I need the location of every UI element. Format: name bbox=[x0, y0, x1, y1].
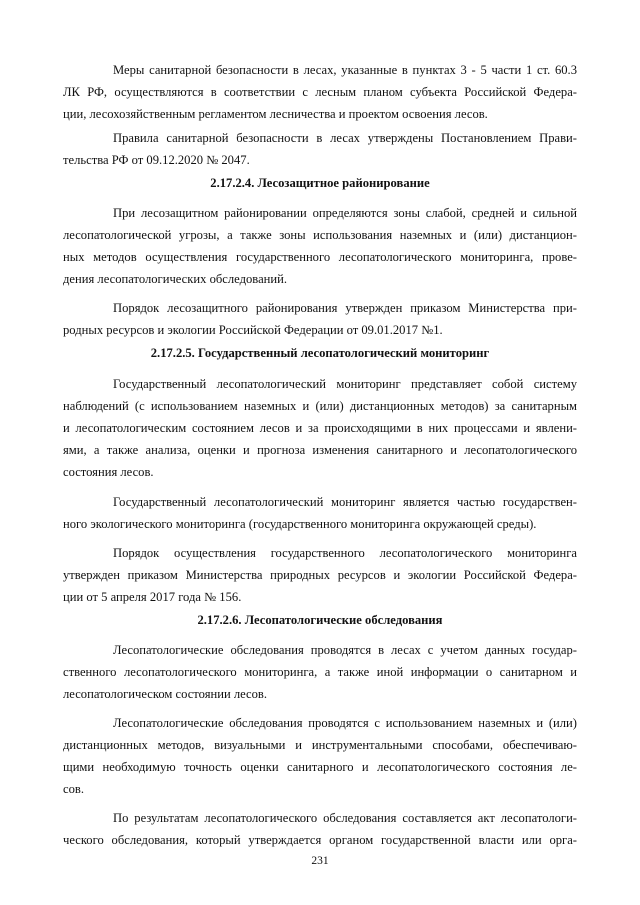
paragraph-1-line-3: ции, лесохозяйственным регламентом лесничества и проектом освоения лесов. bbox=[63, 107, 488, 121]
paragraph-7-line-2: утвержден приказом Министерства природных ресурсов и экологии Российской Федера- bbox=[63, 568, 577, 582]
paragraph-8-line-1: Лесопатологические обследования проводятся в лесах с учетом данных государ- bbox=[113, 643, 577, 657]
paragraph-2-line-1: Правила санитарной безопасности в лесах утверждены Постановлением Прави- bbox=[113, 131, 577, 145]
paragraph-9-line-1: Лесопатологические обследования проводятся с использованием наземных и (или) bbox=[113, 716, 577, 730]
paragraph-10-line-2: ческого обследования, который утверждается органом государственной власти или орга- bbox=[63, 833, 577, 847]
paragraph-10-line-1: По результатам лесопатологического обследования составляется акт лесопатологи- bbox=[113, 811, 577, 825]
paragraph-6-line-2: ного экологического мониторинга (государственного мониторинга окружающей среды). bbox=[63, 517, 537, 531]
paragraph-7-line-1: Порядок осуществления государственного лесопатологического мониторинга bbox=[113, 546, 577, 560]
section-heading-2-17-2-6: 2.17.2.6. Лесопатологические обследования bbox=[197, 613, 443, 627]
section-heading-2-17-2-4: 2.17.2.4. Лесозащитное районирование bbox=[210, 176, 430, 190]
paragraph-9-line-4: сов. bbox=[63, 782, 84, 796]
paragraph-2-line-2: тельства РФ от 09.12.2020 № 2047. bbox=[63, 153, 250, 167]
paragraph-9-line-2: дистанционных методов, визуальными и инструментальными способами, обеспечиваю- bbox=[63, 738, 577, 752]
paragraph-8-line-3: лесопатологическом состоянии лесов. bbox=[63, 687, 268, 701]
paragraph-5-line-3: и лесопатологическим состоянием лесов и за происходящими в них процессами и явлени- bbox=[63, 421, 577, 435]
paragraph-4-line-2: родных ресурсов и экологии Российской Федерации от 09.01.2017 №1. bbox=[63, 323, 443, 337]
section-heading-2-17-2-5: 2.17.2.5. Государственный лесопатологический мониторинг bbox=[150, 346, 490, 360]
paragraph-3-line-3: ных методов осуществления государственного лесопатологического мониторинга, прове- bbox=[63, 250, 577, 264]
paragraph-3-line-4: дения лесопатологических обследований. bbox=[63, 272, 288, 286]
paragraph-5-line-4: ями, а также анализа, оценки и прогноза изменения санитарного и лесопатологического bbox=[63, 443, 577, 457]
paragraph-1-line-1: Меры санитарной безопасности в лесах, указанные в пунктах 3 - 5 части 1 ст. 60.3 bbox=[113, 63, 577, 77]
page-number: 231 bbox=[311, 855, 329, 867]
paragraph-3-line-2: лесопатологической угрозы, а также зоны использования наземных и (или) дистанцион- bbox=[63, 228, 577, 242]
paragraph-5-line-5: состояния лесов. bbox=[63, 465, 154, 479]
paragraph-3-line-1: При лесозащитном районировании определяются зоны слабой, средней и сильной bbox=[113, 206, 577, 220]
paragraph-5-line-2: наблюдений (с использованием наземных и (или) дистанционных методов) за санитарным bbox=[63, 399, 577, 413]
paragraph-5-line-1: Государственный лесопатологический мониторинг представляет собой систему bbox=[113, 377, 577, 391]
paragraph-6-line-1: Государственный лесопатологический мониторинг является частью государствен- bbox=[113, 495, 577, 509]
paragraph-8-line-2: ственного лесопатологического мониторинга, а также иной информации о санитарном и bbox=[63, 665, 577, 679]
paragraph-7-line-3: ции от 5 апреля 2017 года № 156. bbox=[63, 590, 242, 604]
paragraph-9-line-3: щими необходимую точность оценки санитарного и лесопатологического состояния ле- bbox=[63, 760, 577, 774]
paragraph-4-line-1: Порядок лесозащитного районирования утвержден приказом Министерства при- bbox=[113, 301, 577, 315]
paragraph-1-line-2: ЛК РФ, осуществляются в соответствии с лесным планом субъекта Российской Федера- bbox=[63, 85, 577, 99]
